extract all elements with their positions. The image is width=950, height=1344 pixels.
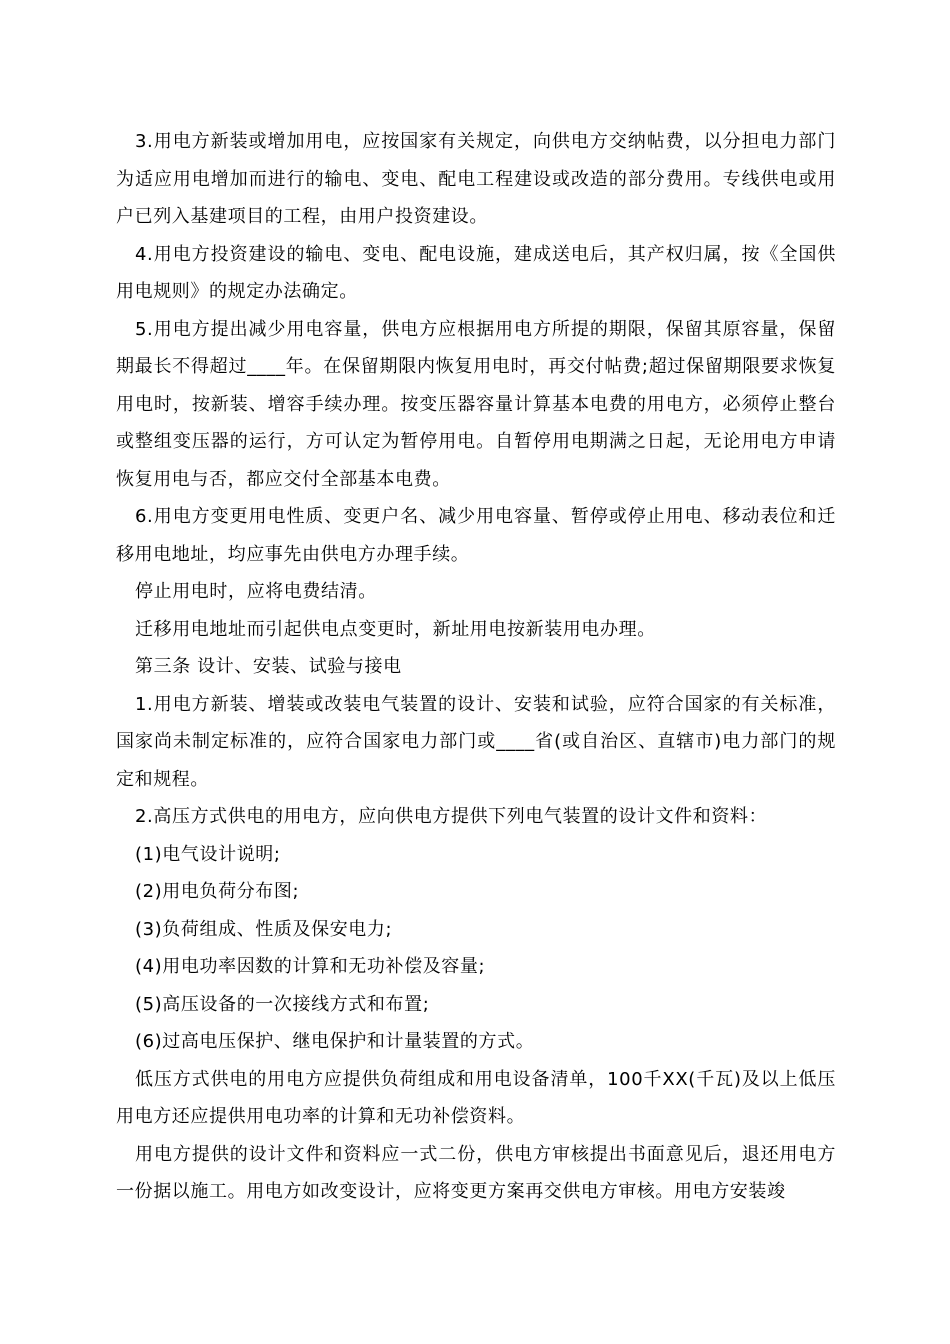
- paragraph-clause-4: 4.用电方投资建设的输电、变电、配电设施，建成送电后，其产权归属，按《全国供用电规则》的规定办法确定。: [116, 243, 836, 302]
- list-item-2: (2)用电负荷分布图;: [135, 881, 300, 902]
- paragraph-clause-6: 6.用电方变更用电性质、变更户名、减少用电容量、暂停或停止用电、移动表位和迁移用电地址，均应事先由供电方办理手续。: [116, 506, 836, 565]
- list-item-4: (4)用电功率因数的计算和无功补偿及容量;: [135, 956, 486, 977]
- paragraph-low-voltage: 低压方式供电的用电方应提供负荷组成和用电设备清单，100千XX(千瓦)及以上低压用电方还应提供用电功率的计算和无功补偿资料。: [116, 1068, 836, 1127]
- paragraph-clause-3: 3.用电方新装或增加用电，应按国家有关规定，向供电方交纳帖费，以分担电力部门为适应用电增加而进行的输电、变电、配电工程建设或改造的部分费用。专线供电或用户已列入基建项目的工程，由用户投资建设。: [116, 131, 836, 227]
- paragraph-article3-item-2: 2.高压方式供电的用电方，应向供电方提供下列电气装置的设计文件和资料：: [135, 806, 768, 827]
- paragraph-article3-item-1: 1.用电方新装、增装或改装电气装置的设计、安装和试验，应符合国家的有关标准，国家尚未制定标准的，应符合国家电力部门或____省(或自治区、直辖市)电力部门的规定和规程。: [116, 693, 836, 790]
- paragraph-clause-5: 5.用电方提出减少用电容量，供电方应根据用电方所提的期限，保留其原容量，保留期最长不得超过____年。在保留期限内恢复用电时，再交付帖费;超过保留期限要求恢复用电时，按新装、增容手续办理。按变压器容量计算基本电费的用电方，必须停止整台或整组变压器的运行，方可认定为暂停用电。自暂停用电期满之日起，无论用电方申请恢复用电与否，都应交付全部基本电费。: [116, 318, 836, 490]
- paragraph-stop-use: 停止用电时，应将电费结清。: [135, 581, 377, 602]
- list-item-5: (5)高压设备的一次接线方式和布置;: [135, 993, 430, 1015]
- paragraph-design-docs: 用电方提供的设计文件和资料应一式二份，供电方审核提出书面意见后，退还用电方一份据以施工。用电方如改变设计，应将变更方案再交供电方审核。用电方安装竣: [116, 1143, 836, 1202]
- paragraph-relocation: 迁移用电地址而引起供电点变更时，新址用电按新装用电办理。: [135, 618, 656, 640]
- list-item-3: (3)负荷组成、性质及保安电力;: [135, 918, 393, 940]
- document-body: [116, 123, 836, 1211]
- list-item-1: (1)电气设计说明;: [135, 843, 281, 865]
- list-item-6: (6)过高电压保护、继电保护和计量装置的方式。: [135, 1031, 535, 1052]
- article-3-heading: 第三条 设计、安装、试验与接电: [135, 656, 402, 677]
